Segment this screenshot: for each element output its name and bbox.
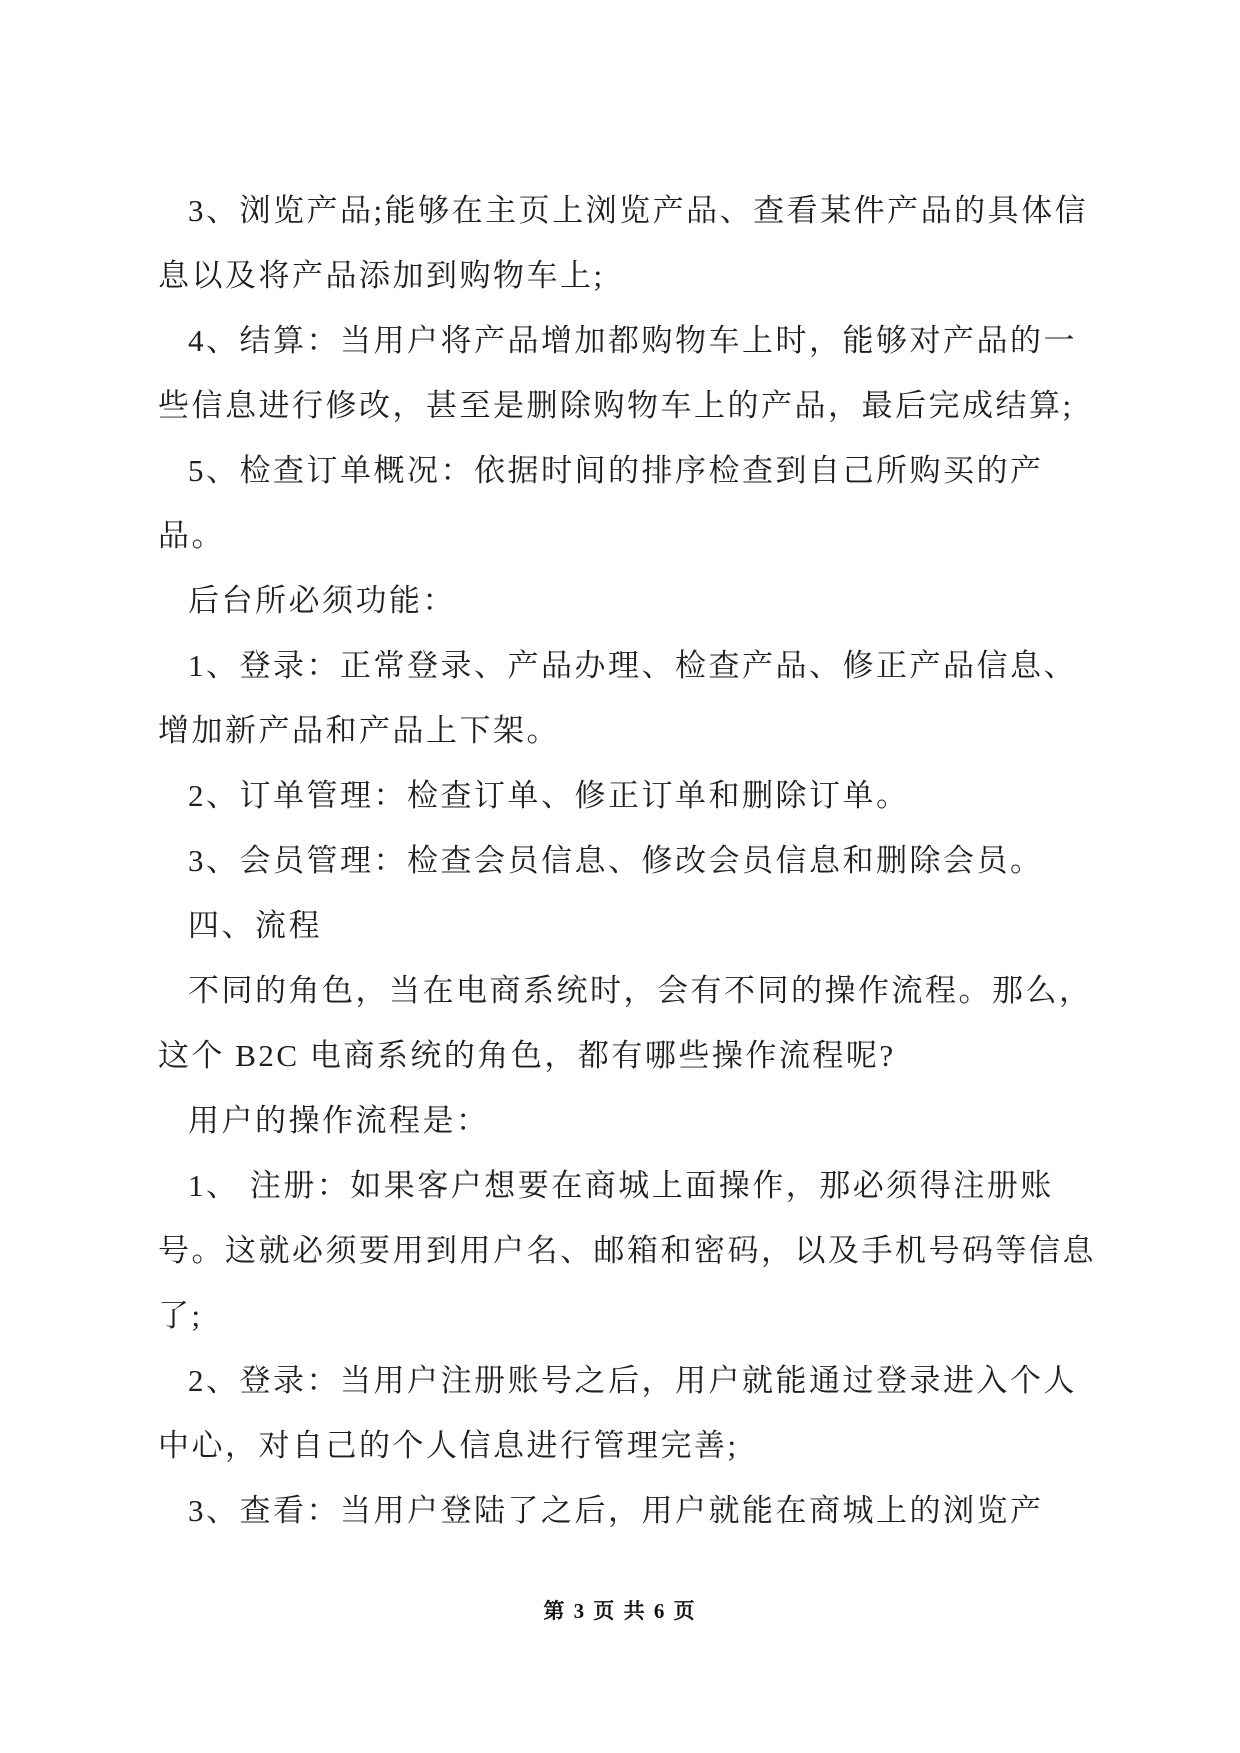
text-line: 后台所必须功能： [188,583,456,618]
text-line: 四、流程 [188,908,322,943]
text-line: 5、检查订单概况：依据时间的排序检查到自己所购买的产 [188,453,1044,488]
text-line: 1、 注册：如果客户想要在商城上面操作，那必须得注册账 [188,1168,1054,1203]
text-line: 1、登录：正常登录、产品办理、检查产品、修正产品信息、 [188,648,1077,683]
text-line: 2、订单管理：检查订单、修正订单和删除订单。 [188,778,910,813]
text-line: 些信息进行修改，甚至是删除购物车上的产品，最后完成结算; [158,388,1074,423]
text-line: 了; [158,1298,203,1333]
text-line: 用户的操作流程是： [188,1103,490,1138]
text-line: 增加新产品和产品上下架。 [158,713,560,748]
text-line: 息以及将产品添加到购物车上; [158,258,605,293]
text-line: 中心，对自己的个人信息进行管理完善; [158,1428,739,1463]
text-line: 2、登录：当用户注册账号之后，用户就能通过登录进入个人 [188,1363,1077,1398]
text-line: 这个 B2C 电商系统的角色，都有哪些操作流程呢? [158,1038,896,1073]
text-line: 3、查看：当用户登陆了之后，用户就能在商城上的浏览产 [188,1493,1044,1528]
text-line: 3、会员管理：检查会员信息、修改会员信息和删除会员。 [188,843,1044,878]
text-line: 3、浏览产品;能够在主页上浏览产品、查看某件产品的具体信 [188,193,1089,228]
text-line: 4、结算：当用户将产品增加都购物车上时，能够对产品的一 [188,323,1077,358]
text-line: 不同的角色，当在电商系统时，会有不同的操作流程。那么， [188,973,1093,1008]
text-line: 号。这就必须要用到用户名、邮箱和密码，以及手机号码等信息 [158,1233,1096,1268]
page-footer: 第 3 页 共 6 页 [543,1599,697,1623]
text-line: 品。 [158,518,225,553]
document-body [158,178,1110,1543]
